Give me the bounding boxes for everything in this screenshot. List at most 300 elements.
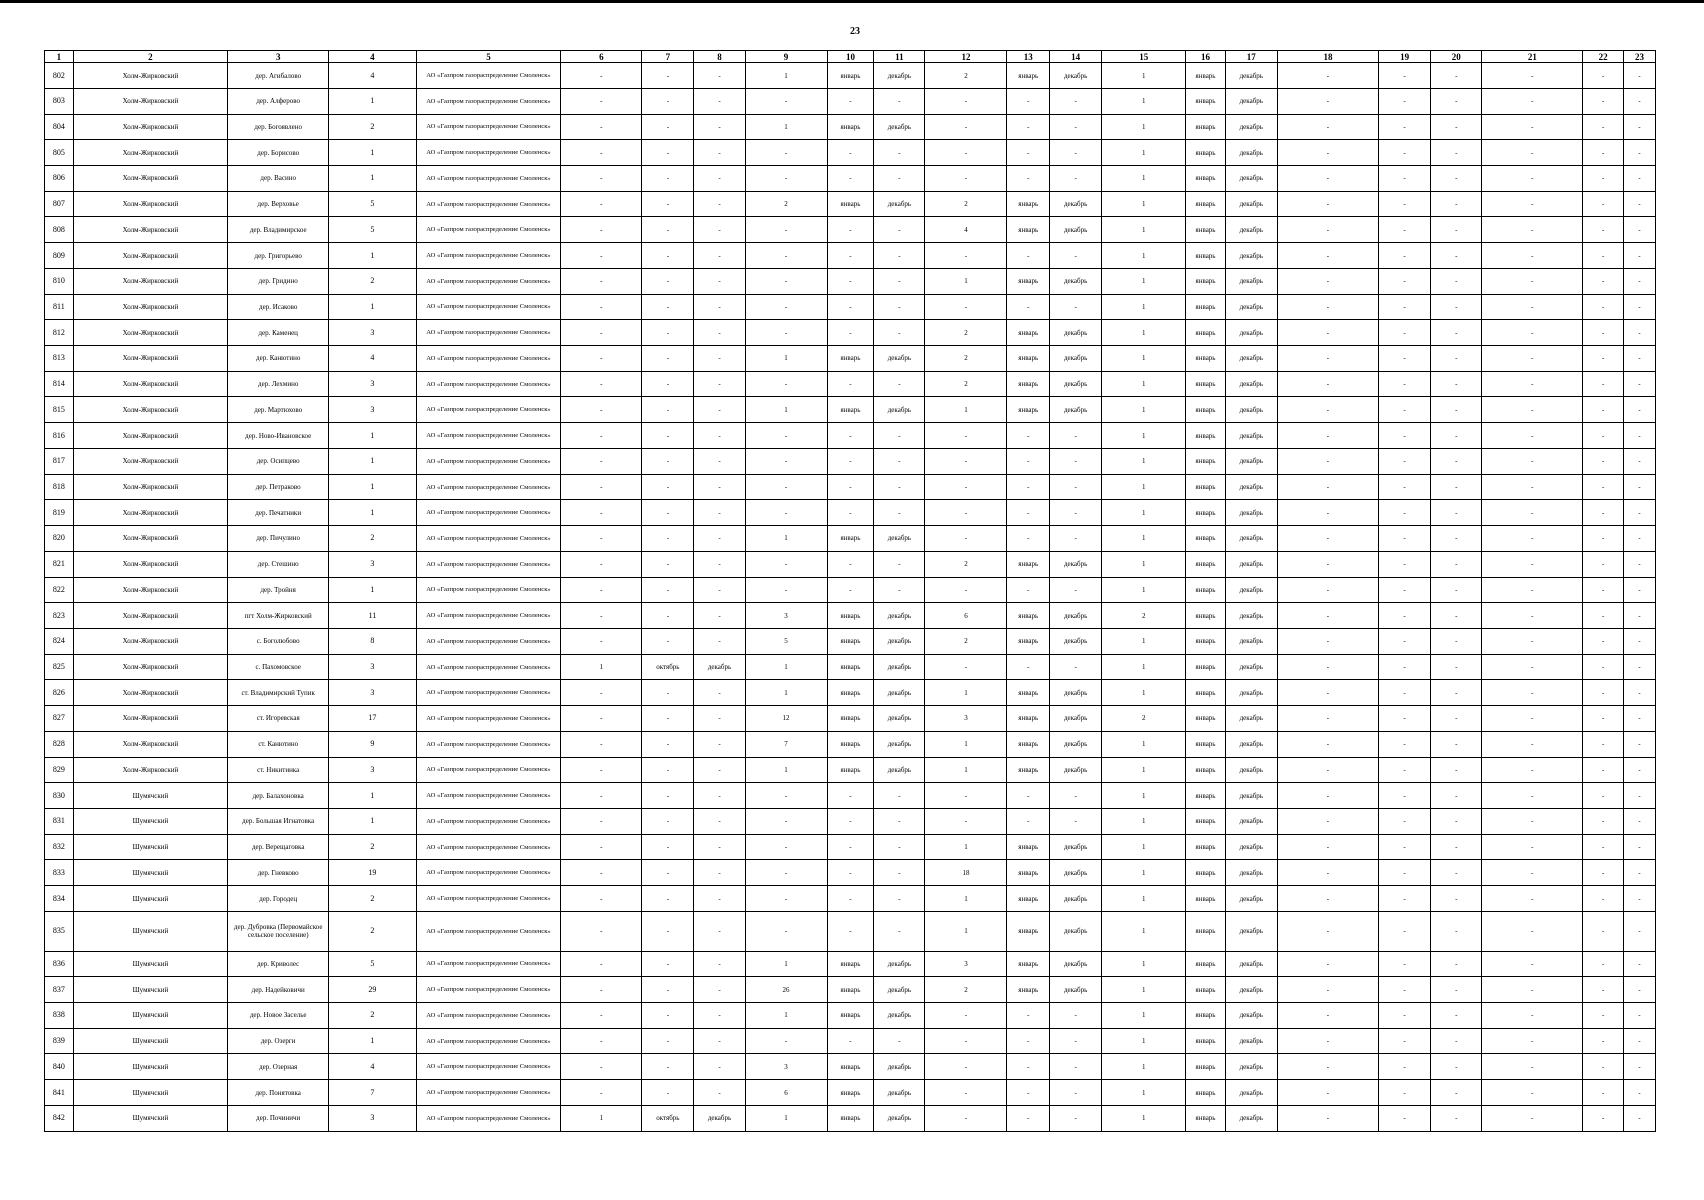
table-cell: дер. Гридино	[228, 268, 329, 294]
table-cell: -	[642, 268, 694, 294]
table-cell: декабрь	[1225, 166, 1277, 192]
table-cell: дер. Стешино	[228, 551, 329, 577]
table-cell: дер. Тройня	[228, 577, 329, 603]
table-cell: -	[561, 951, 642, 977]
table-cell: АО «Газпром газораспределение Смоленск»	[416, 911, 561, 951]
table-cell: 1	[329, 783, 416, 809]
table-cell: -	[1379, 243, 1431, 269]
table-row	[45, 243, 1656, 269]
column-number-14: 14	[1050, 51, 1102, 63]
table-cell: декабрь	[1225, 346, 1277, 372]
table-cell: -	[827, 294, 874, 320]
table-cell: ст. Никитинка	[228, 757, 329, 783]
table-cell: -	[1623, 603, 1655, 629]
table-cell: -	[1007, 166, 1050, 192]
table-cell: 1	[1102, 654, 1186, 680]
table-cell: декабрь	[874, 731, 925, 757]
table-cell: -	[874, 474, 925, 500]
table-cell: 819	[45, 500, 74, 526]
table-cell: 6	[745, 1080, 827, 1106]
table-cell: 1	[329, 294, 416, 320]
table-cell: 1	[1102, 1028, 1186, 1054]
table-cell: Шумячский	[73, 1105, 227, 1131]
table-cell: 806	[45, 166, 74, 192]
table-cell: -	[1623, 654, 1655, 680]
table-cell: -	[745, 1028, 827, 1054]
table-cell: декабрь	[1050, 551, 1102, 577]
table-cell: Холм-Жирковский	[73, 551, 227, 577]
table-cell: 1	[1102, 911, 1186, 951]
table-cell: -	[561, 166, 642, 192]
table-cell: -	[642, 243, 694, 269]
table-cell: январь	[1186, 63, 1225, 89]
table-cell: декабрь	[874, 1105, 925, 1131]
table-cell: дер. Борисово	[228, 140, 329, 166]
table-row	[45, 911, 1656, 951]
table-cell: декабрь	[874, 680, 925, 706]
table-cell: -	[1431, 294, 1482, 320]
table-cell: Холм-Жирковский	[73, 140, 227, 166]
table-cell: -	[1379, 63, 1431, 89]
table-cell: АО «Газпром газораспределение Смоленск»	[416, 243, 561, 269]
table-cell: Шумячский	[73, 1054, 227, 1080]
table-row	[45, 834, 1656, 860]
table-cell: -	[1379, 1028, 1431, 1054]
table-cell: 2	[329, 268, 416, 294]
table-cell: декабрь	[1050, 757, 1102, 783]
table-cell: -	[1277, 294, 1378, 320]
table-cell: Холм-Жирковский	[73, 500, 227, 526]
table-cell: 1	[1102, 808, 1186, 834]
table-cell: -	[1431, 577, 1482, 603]
table-cell: декабрь	[1225, 1003, 1277, 1029]
table-cell: дер. Каменец	[228, 320, 329, 346]
table-row	[45, 860, 1656, 886]
table-cell: -	[561, 1054, 642, 1080]
table-cell: -	[694, 551, 745, 577]
top-border-line	[0, 0, 1704, 3]
table-cell: -	[642, 63, 694, 89]
table-cell: -	[1007, 1080, 1050, 1106]
table-cell: -	[1482, 783, 1583, 809]
table-cell: -	[1623, 1080, 1655, 1106]
table-cell: январь	[1186, 423, 1225, 449]
table-cell: АО «Газпром газораспределение Смоленск»	[416, 448, 561, 474]
table-row	[45, 500, 1656, 526]
table-cell: -	[1623, 320, 1655, 346]
table-row	[45, 1054, 1656, 1080]
table-cell: -	[1379, 526, 1431, 552]
table-cell: -	[561, 526, 642, 552]
table-cell: декабрь	[1225, 268, 1277, 294]
table-cell: Шумячский	[73, 911, 227, 951]
table-cell: -	[874, 860, 925, 886]
page-number: 23	[850, 26, 860, 37]
table-cell: -	[694, 423, 745, 449]
table-cell: дер. Починичи	[228, 1105, 329, 1131]
table-cell: декабрь	[1225, 1105, 1277, 1131]
table-cell: -	[1482, 140, 1583, 166]
table-cell: -	[694, 243, 745, 269]
table-cell: -	[925, 166, 1007, 192]
table-cell: январь	[1186, 834, 1225, 860]
table-cell: декабрь	[1225, 757, 1277, 783]
table-cell: Холм-Жирковский	[73, 474, 227, 500]
table-row	[45, 706, 1656, 732]
column-number-19: 19	[1379, 51, 1431, 63]
table-cell: 1	[925, 886, 1007, 912]
table-cell: 3	[329, 371, 416, 397]
table-cell: дер. Озерная	[228, 1054, 329, 1080]
table-cell: 1	[329, 166, 416, 192]
table-cell: -	[925, 526, 1007, 552]
table-cell: -	[827, 808, 874, 834]
table-row	[45, 808, 1656, 834]
table-cell: -	[642, 88, 694, 114]
table-cell: -	[561, 977, 642, 1003]
table-cell: -	[1482, 474, 1583, 500]
table-cell: декабрь	[874, 603, 925, 629]
table-cell: АО «Газпром газораспределение Смоленск»	[416, 88, 561, 114]
table-cell: -	[1623, 526, 1655, 552]
table-cell: -	[1431, 423, 1482, 449]
table-cell: -	[1007, 243, 1050, 269]
table-cell: 1	[1102, 191, 1186, 217]
table-cell: АО «Газпром газораспределение Смоленск»	[416, 140, 561, 166]
table-cell: -	[1379, 166, 1431, 192]
table-cell: -	[1379, 886, 1431, 912]
table-cell: декабрь	[1225, 977, 1277, 1003]
table-cell: -	[642, 397, 694, 423]
table-row	[45, 551, 1656, 577]
table-cell: -	[745, 243, 827, 269]
table-cell: -	[1583, 320, 1623, 346]
table-cell: АО «Газпром газораспределение Смоленск»	[416, 603, 561, 629]
table-cell: 838	[45, 1003, 74, 1029]
table-cell: декабрь	[874, 1054, 925, 1080]
table-cell: декабрь	[1225, 88, 1277, 114]
table-cell: 1	[1102, 114, 1186, 140]
table-cell: -	[1431, 166, 1482, 192]
table-cell: -	[1379, 706, 1431, 732]
table-cell: 803	[45, 88, 74, 114]
table-cell: декабрь	[1225, 448, 1277, 474]
table-cell: -	[1379, 834, 1431, 860]
table-cell: -	[1431, 834, 1482, 860]
table-cell: дер. Озерги	[228, 1028, 329, 1054]
table-cell: дер. Агибалово	[228, 63, 329, 89]
table-cell: -	[1482, 706, 1583, 732]
table-cell: -	[1379, 268, 1431, 294]
table-cell: -	[925, 1080, 1007, 1106]
table-cell: -	[1431, 448, 1482, 474]
table-cell: -	[1431, 808, 1482, 834]
table-cell: -	[1431, 551, 1482, 577]
table-cell: -	[1379, 1105, 1431, 1131]
table-cell: дер. Криволес	[228, 951, 329, 977]
table-cell: 839	[45, 1028, 74, 1054]
table-cell: -	[1007, 294, 1050, 320]
table-cell: декабрь	[1050, 628, 1102, 654]
table-cell: -	[1623, 268, 1655, 294]
table-row	[45, 886, 1656, 912]
table-cell: -	[1379, 680, 1431, 706]
table-cell: -	[1277, 1028, 1378, 1054]
table-cell: -	[694, 1028, 745, 1054]
table-cell: 817	[45, 448, 74, 474]
table-cell: -	[1482, 268, 1583, 294]
table-cell: -	[874, 783, 925, 809]
table-cell: декабрь	[874, 654, 925, 680]
table-cell: 827	[45, 706, 74, 732]
table-cell: январь	[1186, 783, 1225, 809]
table-cell: АО «Газпром газораспределение Смоленск»	[416, 114, 561, 140]
table-cell: декабрь	[874, 191, 925, 217]
table-cell: -	[694, 346, 745, 372]
table-cell: -	[1379, 114, 1431, 140]
table-cell: -	[561, 320, 642, 346]
table-cell: Холм-Жирковский	[73, 654, 227, 680]
table-cell: -	[1277, 577, 1378, 603]
table-cell: октябрь	[642, 654, 694, 680]
table-cell: дер. Надейковичи	[228, 977, 329, 1003]
table-cell: -	[1050, 294, 1102, 320]
table-cell: -	[1482, 808, 1583, 834]
table-cell: АО «Газпром газораспределение Смоленск»	[416, 191, 561, 217]
table-cell: январь	[1007, 191, 1050, 217]
column-number-21: 21	[1482, 51, 1583, 63]
table-cell: январь	[1007, 886, 1050, 912]
table-cell: 4	[329, 63, 416, 89]
table-cell: ст. Владимирский Тупик	[228, 680, 329, 706]
table-cell: 3	[329, 654, 416, 680]
table-cell: -	[1623, 63, 1655, 89]
column-number-17: 17	[1225, 51, 1277, 63]
table-cell: дер. Петраково	[228, 474, 329, 500]
table-cell: -	[827, 423, 874, 449]
table-row	[45, 654, 1656, 680]
table-cell: -	[1277, 603, 1378, 629]
table-cell: 1	[745, 757, 827, 783]
table-cell: -	[874, 294, 925, 320]
table-cell: 804	[45, 114, 74, 140]
table-cell: -	[1583, 88, 1623, 114]
table-cell: -	[1379, 911, 1431, 951]
table-cell: январь	[1186, 191, 1225, 217]
table-cell: -	[1583, 346, 1623, 372]
table-cell: -	[1277, 243, 1378, 269]
table-cell: 1	[1102, 860, 1186, 886]
table-cell: Холм-Жирковский	[73, 757, 227, 783]
table-cell: -	[1431, 628, 1482, 654]
table-cell: -	[1050, 1080, 1102, 1106]
table-cell: -	[874, 911, 925, 951]
table-cell: -	[827, 243, 874, 269]
table-cell: -	[827, 320, 874, 346]
table-cell: -	[1623, 706, 1655, 732]
table-cell: 810	[45, 268, 74, 294]
table-cell: 2	[329, 114, 416, 140]
table-cell: -	[1623, 114, 1655, 140]
table-cell: -	[827, 371, 874, 397]
table-cell: -	[745, 551, 827, 577]
table-cell: -	[1277, 680, 1378, 706]
table-cell: 829	[45, 757, 74, 783]
table-cell: -	[1277, 886, 1378, 912]
table-cell: -	[642, 320, 694, 346]
table-cell: -	[1623, 140, 1655, 166]
table-cell: -	[1623, 448, 1655, 474]
table-cell: январь	[1186, 500, 1225, 526]
table-cell: 9	[329, 731, 416, 757]
table-cell: -	[745, 448, 827, 474]
table-cell: 1	[745, 1003, 827, 1029]
table-cell: АО «Газпром газораспределение Смоленск»	[416, 526, 561, 552]
table-cell: Холм-Жирковский	[73, 166, 227, 192]
table-cell: -	[694, 860, 745, 886]
table-cell: -	[1623, 191, 1655, 217]
table-cell: -	[1583, 397, 1623, 423]
table-cell: -	[1050, 500, 1102, 526]
table-cell: 1	[1102, 577, 1186, 603]
table-cell: декабрь	[694, 654, 745, 680]
table-cell: 1	[1102, 294, 1186, 320]
table-cell: -	[1379, 346, 1431, 372]
table-cell: январь	[827, 1003, 874, 1029]
table-cell: -	[745, 371, 827, 397]
table-cell: -	[642, 834, 694, 860]
table-cell: -	[642, 731, 694, 757]
table-cell: 11	[329, 603, 416, 629]
table-cell: -	[1277, 731, 1378, 757]
table-cell: 1	[1102, 757, 1186, 783]
table-cell: 808	[45, 217, 74, 243]
table-cell: январь	[827, 603, 874, 629]
table-cell: декабрь	[874, 346, 925, 372]
table-cell: декабрь	[1050, 191, 1102, 217]
table-cell: дер. Городец	[228, 886, 329, 912]
table-cell: декабрь	[1225, 1080, 1277, 1106]
table-cell: январь	[1007, 951, 1050, 977]
table-cell: -	[1583, 808, 1623, 834]
table-cell: -	[745, 320, 827, 346]
table-cell: январь	[1186, 706, 1225, 732]
table-cell: декабрь	[1225, 114, 1277, 140]
table-cell: -	[1583, 423, 1623, 449]
table-cell: 1	[1102, 1105, 1186, 1131]
table-cell: -	[874, 140, 925, 166]
table-cell: Холм-Жирковский	[73, 731, 227, 757]
table-cell: 802	[45, 63, 74, 89]
table-cell: январь	[1186, 654, 1225, 680]
table-cell: -	[1583, 577, 1623, 603]
table-cell: 830	[45, 783, 74, 809]
table-cell: -	[827, 166, 874, 192]
column-number-6: 6	[561, 51, 642, 63]
table-cell: -	[827, 783, 874, 809]
table-row	[45, 114, 1656, 140]
table-cell: -	[1379, 294, 1431, 320]
table-cell: декабрь	[1225, 500, 1277, 526]
column-number-1: 1	[45, 51, 74, 63]
table-cell: -	[1431, 706, 1482, 732]
table-cell: -	[1583, 860, 1623, 886]
table-cell: дер. Дубровка (Первомайское сельское поселение)	[228, 911, 329, 951]
table-cell: -	[561, 423, 642, 449]
table-cell: Шумячский	[73, 834, 227, 860]
table-cell: -	[1623, 551, 1655, 577]
table-cell: -	[1431, 114, 1482, 140]
table-cell: -	[1583, 977, 1623, 1003]
table-row	[45, 628, 1656, 654]
table-cell: -	[745, 783, 827, 809]
table-cell: -	[1277, 88, 1378, 114]
table-cell: 2	[925, 551, 1007, 577]
table-cell: январь	[1186, 217, 1225, 243]
table-cell: -	[642, 1028, 694, 1054]
table-cell: 833	[45, 860, 74, 886]
table-cell: -	[694, 448, 745, 474]
table-cell: 3	[329, 680, 416, 706]
table-cell: -	[642, 114, 694, 140]
table-cell: АО «Газпром газораспределение Смоленск»	[416, 346, 561, 372]
table-cell: Холм-Жирковский	[73, 294, 227, 320]
table-cell: декабрь	[1225, 551, 1277, 577]
table-cell: декабрь	[874, 757, 925, 783]
table-cell: декабрь	[1050, 268, 1102, 294]
table-cell: 1	[329, 1028, 416, 1054]
table-cell: -	[1623, 166, 1655, 192]
table-cell: -	[1431, 500, 1482, 526]
table-cell: -	[642, 448, 694, 474]
table-cell: -	[1482, 757, 1583, 783]
table-cell: АО «Газпром газораспределение Смоленск»	[416, 1028, 561, 1054]
table-cell: -	[642, 911, 694, 951]
table-cell: -	[1583, 371, 1623, 397]
table-cell: декабрь	[1225, 474, 1277, 500]
table-cell: -	[561, 706, 642, 732]
table-cell: 1	[1102, 680, 1186, 706]
table-cell: январь	[1186, 757, 1225, 783]
table-cell: -	[1431, 371, 1482, 397]
table-row	[45, 577, 1656, 603]
table-cell: пгт Холм-Жирковский	[228, 603, 329, 629]
table-cell: -	[1431, 977, 1482, 1003]
table-cell: -	[1583, 603, 1623, 629]
table-cell: 821	[45, 551, 74, 577]
table-cell: -	[1482, 551, 1583, 577]
table-cell: -	[1623, 88, 1655, 114]
table-cell: 2	[925, 977, 1007, 1003]
table-cell: 1	[925, 397, 1007, 423]
table-cell: АО «Газпром газораспределение Смоленск»	[416, 551, 561, 577]
table-cell: -	[1277, 628, 1378, 654]
table-cell: -	[1050, 448, 1102, 474]
table-cell: -	[1583, 551, 1623, 577]
table-cell: декабрь	[1225, 808, 1277, 834]
table-cell: декабрь	[1050, 63, 1102, 89]
table-cell: -	[1482, 1003, 1583, 1029]
table-cell: январь	[1186, 140, 1225, 166]
table-cell: -	[874, 88, 925, 114]
table-cell: -	[874, 166, 925, 192]
table-cell: -	[1431, 397, 1482, 423]
table-cell: январь	[1186, 1003, 1225, 1029]
table-cell: -	[1379, 731, 1431, 757]
table-cell: -	[694, 320, 745, 346]
table-cell: 6	[925, 603, 1007, 629]
table-cell: -	[694, 731, 745, 757]
